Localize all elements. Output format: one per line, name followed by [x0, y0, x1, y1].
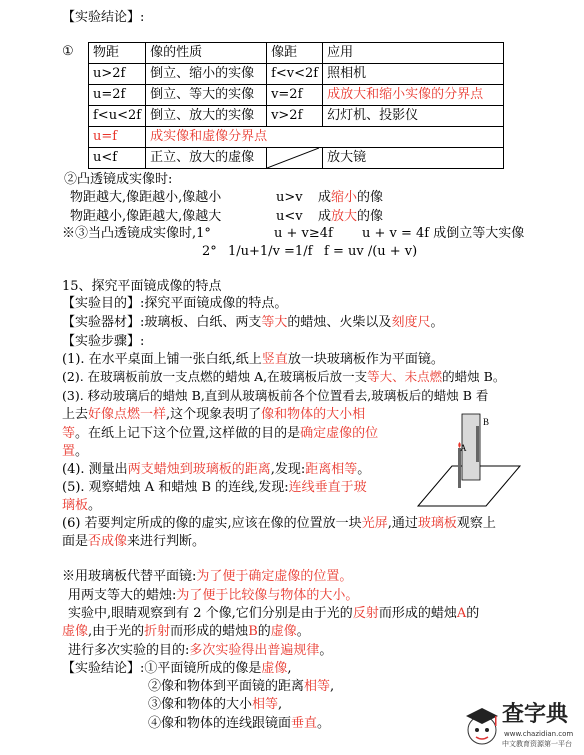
near-rule-line [70, 209, 384, 224]
conclusion-text: ②像和物体到平面镜的距离 [148, 679, 305, 694]
steps-label: 【实验步骤】: [62, 334, 145, 349]
equipment-line [62, 316, 443, 329]
conclusion-label: 【实验结论】: [62, 661, 145, 676]
note-3-lead: ※③当凸透镜成实像时,1° [62, 226, 211, 241]
step-highlight: 光屏 [361, 516, 388, 531]
table-header-row [89, 43, 504, 64]
far-rule-relation: u>v [276, 190, 303, 205]
step-text: (4). 测量出 [62, 462, 128, 477]
note-text: 。 [319, 643, 333, 658]
step-3-line3 [62, 427, 378, 440]
conclusion-line2 [148, 680, 334, 693]
note-3-lens-formula: 1/u+1/v =1/f [228, 244, 313, 259]
far-rule-shrunk: 缩小 [331, 190, 358, 205]
equipment-equal-size: 等大 [261, 315, 288, 330]
step-text: 来进行判断。 [127, 534, 206, 549]
cell-v: v>2f [267, 106, 323, 127]
near-rule-enlarged: 放大 [331, 209, 358, 224]
note-highlight: 为了便于比较像与物体的大小。 [176, 588, 359, 603]
note-two-images-line2 [62, 625, 310, 638]
note-3-focal-formula: f = uv /(u + v) [324, 244, 418, 259]
table-row [89, 148, 504, 169]
note-multiple-trials [68, 644, 332, 657]
step-5-line1 [62, 481, 367, 494]
convex-lens-title: ②凸透镜成实像时: [64, 172, 173, 187]
note-highlight: 折射 [144, 624, 171, 639]
conclusion-text: ④像和物体的连线跟镜面 [148, 716, 292, 731]
candle-a [458, 448, 461, 488]
cell-app: 幻灯机、投影仪 [323, 106, 504, 127]
cell-u: u=f [89, 127, 146, 148]
near-rule-image: 的像 [357, 209, 384, 224]
cell-app: 放大镜 [323, 148, 504, 169]
step-highlight: 竖直 [261, 352, 288, 367]
conclusion-heading: 【实验结论】: [62, 10, 145, 25]
note-highlight: 为了便于确定虚像的位置。 [196, 569, 353, 584]
step-text: (2). 在玻璃板前放一支点燃的蜡烛 A,在玻璃板后放一支 [62, 369, 368, 384]
note-highlight: 虚像 [62, 624, 89, 639]
cell-nature: 倒立、放大的实像 [146, 106, 267, 127]
conclusion-text: , [278, 697, 283, 712]
header-object-distance: 物距 [89, 43, 146, 64]
conclusion-text: 。 [317, 716, 331, 731]
note-3-inequality: u + v≥4f [274, 226, 333, 241]
step-3-line1: (3). 移动玻璃后的蜡烛 B,直到从玻璃板前各个位置看去,玻璃板后的蜡烛 B 看 [62, 388, 489, 403]
note-highlight: 多次实验得出普遍规律 [189, 643, 320, 658]
note-text: ,由于光的 [88, 624, 145, 639]
note-highlight: 反射 [352, 606, 379, 621]
diagonal-slash [267, 148, 319, 168]
conclusion-line3 [148, 698, 282, 711]
label-b: B [483, 417, 490, 427]
step-text: 。在纸上记下这个位置,这样做的目的是 [75, 426, 301, 441]
table-row [89, 64, 504, 85]
logo-title: 查字典 [502, 702, 569, 727]
near-rule-cheng: 成 [318, 209, 332, 224]
step-highlight: 连线垂直于玻 [288, 480, 367, 495]
equipment-ruler: 刻度尺 [391, 315, 431, 330]
step-text: 。 [75, 444, 89, 459]
step-text: ,发现: [270, 462, 306, 477]
conclusion-highlight: 相等 [252, 697, 279, 712]
step-highlight: 等 [62, 426, 76, 441]
aim-line [62, 297, 287, 310]
note-highlight: 虚像 [270, 624, 297, 639]
step-3-line4 [62, 445, 88, 458]
note-3-equal: u + v = 4f 成倒立等大实像 [362, 226, 525, 241]
cell-u: u=2f [89, 85, 146, 106]
step-1 [62, 353, 444, 366]
far-rule-cheng: 成 [318, 190, 332, 205]
note-text: 。 [296, 624, 310, 639]
header-image-nature: 像的性质 [146, 43, 267, 64]
conclusion-line4 [148, 717, 330, 730]
circle-number-1: ① [62, 44, 74, 59]
step-text: (1). 在水平桌面上铺一张白纸,纸上 [62, 352, 262, 367]
step-highlight: 等大、未点燃 [367, 369, 443, 384]
note-3-line1 [62, 226, 525, 241]
mascot-icon [462, 704, 502, 748]
cell-nature: 倒立、缩小的实像 [146, 64, 267, 85]
logo-url: www.chazidian.com [504, 730, 574, 738]
step-text: ,这个现象表明了 [166, 407, 262, 422]
near-rule-relation: u<v [276, 209, 303, 224]
label-a: A [460, 443, 467, 453]
step-highlight: 否成像 [88, 534, 128, 549]
note-highlight: A [456, 606, 467, 621]
candle-b [476, 426, 479, 462]
step-3-line2 [62, 408, 365, 421]
step-highlight: 璃板 [62, 498, 89, 513]
table-row [89, 85, 504, 106]
cell-u: f<u<2f [89, 106, 146, 127]
step-highlight: 置 [62, 444, 76, 459]
equipment-text: 的蜡烛、火柴以及 [287, 315, 392, 330]
far-rule-image: 的像 [357, 190, 384, 205]
note-text: 进行多次实验的目的: [68, 643, 190, 658]
conclusion-highlight: 垂直 [291, 716, 318, 731]
equipment-text: 玻璃板、白纸、两支 [144, 315, 262, 330]
cell-v-empty [267, 148, 323, 169]
step-text: 的蜡烛 B。 [442, 369, 506, 384]
step-text: 放一块玻璃板作为平面镜。 [287, 352, 444, 367]
table-row [89, 127, 504, 148]
aim-text: 探究平面镜成像的特点。 [144, 296, 288, 311]
step-highlight: 确定虚像的位 [300, 426, 379, 441]
cell-nature: 成实像和虚像分界点 [146, 127, 504, 148]
cell-nature: 倒立、等大的实像 [146, 85, 267, 106]
cell-app: 照相机 [323, 64, 504, 85]
conclusion-line1 [62, 662, 292, 675]
step-highlight: 距离相等 [305, 462, 358, 477]
cell-nature: 正立、放大的虚像 [146, 148, 267, 169]
note-glass-plate [62, 570, 352, 583]
note-equal-candles [68, 589, 358, 602]
step-text: 面是 [62, 534, 89, 549]
conclusion-text: ③像和物体的大小 [148, 697, 253, 712]
note-text: ※用玻璃板代替平面镜: [62, 569, 197, 584]
step-text: (5). 观察蜡烛 A 和蜡烛 B 的连线,发现: [62, 480, 289, 495]
conclusion-highlight: 相等 [304, 679, 331, 694]
cell-u: u>2f [89, 64, 146, 85]
equipment-period: 。 [430, 315, 444, 330]
far-rule-text: 物距越大,像距越小,像越小 [70, 190, 222, 205]
far-rule-line [70, 190, 384, 205]
lens-imaging-table [88, 42, 504, 169]
conclusion-text: ①平面镜所成的像是 [144, 661, 262, 676]
step-text: 上去 [62, 407, 89, 422]
note-highlight: B [248, 624, 258, 639]
step-text: (6) 若要判定所成的像的虚实,应该在像的位置放一块 [62, 516, 362, 531]
note-text: 而形成的蜡烛 [378, 606, 457, 621]
note-text: 实验中,眼睛观察到有 2 个像,它们分别是由于光的 [68, 606, 353, 621]
conclusion-text: , [330, 679, 335, 694]
equipment-label: 【实验器材】: [62, 315, 145, 330]
logo-slogan: 中文教育资源第一平台 [502, 740, 572, 748]
step-text: ,通过 [387, 516, 418, 531]
cell-app: 成放大和缩小实像的分界点 [323, 85, 504, 106]
cell-v: v=2f [267, 85, 323, 106]
conclusion-highlight: 虚像 [261, 661, 288, 676]
step-6-line1 [62, 517, 496, 530]
note-text: 用两支等大的蜡烛: [68, 588, 177, 603]
header-image-distance: 像距 [267, 43, 323, 64]
note-text: 而形成的蜡烛 [170, 624, 249, 639]
note-two-images-line1 [68, 607, 479, 620]
step-text: 。 [357, 462, 371, 477]
step-highlight: 玻璃板 [417, 516, 457, 531]
section-15-title: 15、探究平面镜成像的特点 [62, 279, 222, 294]
step-highlight: 好像点燃一样 [88, 407, 167, 422]
note-text: 的 [257, 624, 271, 639]
step-6-line2 [62, 535, 205, 548]
step-4 [62, 463, 370, 476]
header-application: 应用 [323, 43, 504, 64]
step-highlight: 像和物体的大小相 [261, 407, 366, 422]
mirror-experiment-figure [416, 412, 522, 508]
note-text: 的 [466, 606, 480, 621]
note-3-item2: 2° [202, 244, 217, 259]
step-2 [62, 371, 505, 384]
chazidian-logo [462, 700, 580, 752]
step-text: 。 [88, 498, 102, 513]
step-highlight: 两支蜡烛到玻璃板的距离 [127, 462, 271, 477]
step-text: 观察上 [456, 516, 496, 531]
aim-label: 【实验目的】: [62, 296, 145, 311]
near-rule-text: 物距越小,像距越大,像越大 [70, 209, 222, 224]
cell-v: f<v<2f [267, 64, 323, 85]
cell-u: u<f [89, 148, 146, 169]
step-5-line2 [62, 499, 101, 512]
table-row [89, 106, 504, 127]
conclusion-text: , [287, 661, 292, 676]
